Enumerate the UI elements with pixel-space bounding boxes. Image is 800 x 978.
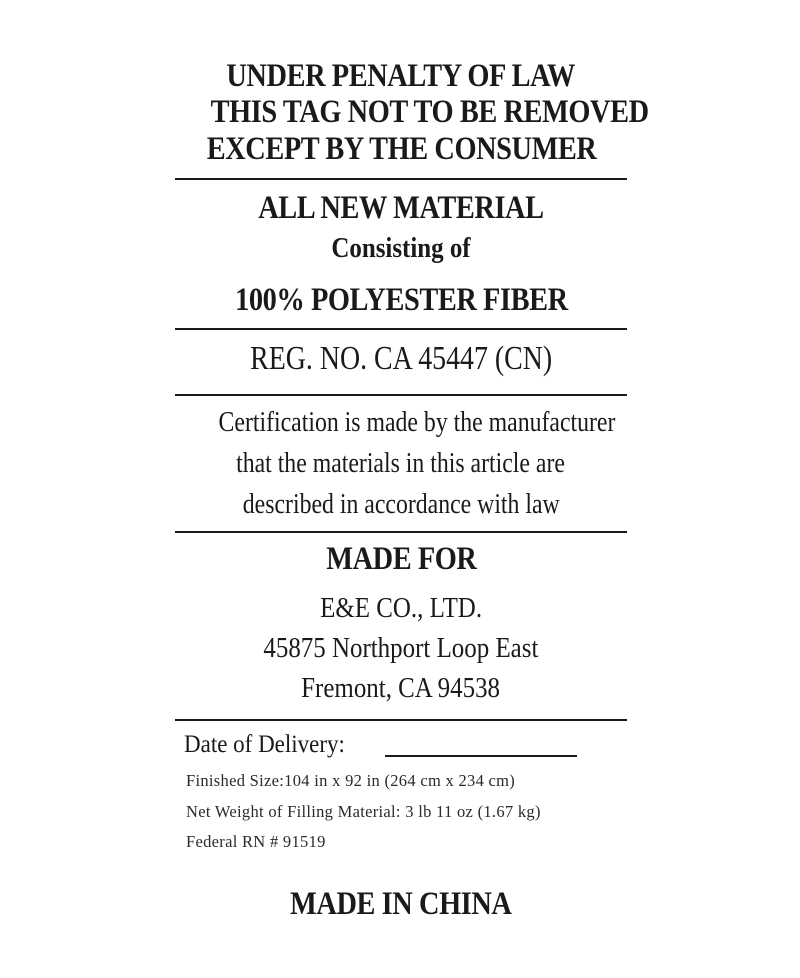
registration-number: [175, 340, 627, 378]
certification-text-1: Certification is made by the manufacturer: [218, 406, 616, 438]
material-heading: [175, 190, 627, 227]
made-in-origin: [175, 886, 627, 923]
made-for-company: [175, 592, 627, 625]
made-for-company-text: E&E CO., LTD.: [320, 592, 482, 624]
warning-text-2: THIS TAG NOT TO BE REMOVED: [210, 94, 649, 130]
warning-text-3: EXCEPT BY THE CONSUMER: [206, 131, 597, 167]
material-consisting: [175, 232, 627, 265]
made-for-city-text: Fremont, CA 94538: [301, 672, 501, 704]
divider-5: [175, 719, 627, 721]
material-content: [175, 282, 627, 319]
divider-4: [175, 531, 627, 533]
warning-line-3: [175, 131, 627, 168]
net-weight: Net Weight of Filling Material: 3 lb 11 oz (1.67 kg): [186, 802, 541, 821]
warning-text-1: UNDER PENALTY OF LAW: [226, 58, 576, 94]
certification-line-1: [175, 406, 627, 439]
made-for-heading: [175, 541, 627, 578]
registration-text: REG. NO. CA 45447 (CN): [249, 340, 553, 377]
made-for-street-text: 45875 Northport Loop East: [263, 632, 539, 664]
certification-text-2: that the materials in this article are: [236, 447, 566, 479]
made-for-heading-text: MADE FOR: [325, 541, 477, 577]
date-of-delivery-blank: [385, 755, 577, 757]
material-consisting-text: Consisting of: [331, 232, 471, 264]
date-of-delivery-text: Date of Delivery:: [184, 731, 345, 758]
certification-line-3: [175, 488, 627, 521]
divider-3: [175, 394, 627, 396]
warning-line-1: [175, 58, 627, 95]
divider-2: [175, 328, 627, 330]
divider-1: [175, 178, 627, 180]
material-heading-text: ALL NEW MATERIAL: [258, 190, 544, 226]
warning-line-2: [175, 94, 649, 131]
made-in-origin-text: MADE IN CHINA: [290, 886, 512, 922]
certification-text-3: described in accordance with law: [242, 488, 560, 520]
law-tag: [175, 0, 649, 978]
made-for-city: [175, 672, 627, 705]
material-content-text: 100% POLYESTER FIBER: [234, 282, 568, 318]
made-for-street: [175, 632, 627, 665]
certification-line-2: [175, 447, 627, 480]
federal-rn: Federal RN # 91519: [186, 832, 326, 851]
finished-size: Finished Size:104 in x 92 in (264 cm x 234 cm): [186, 771, 516, 790]
date-of-delivery-label: [184, 731, 359, 759]
